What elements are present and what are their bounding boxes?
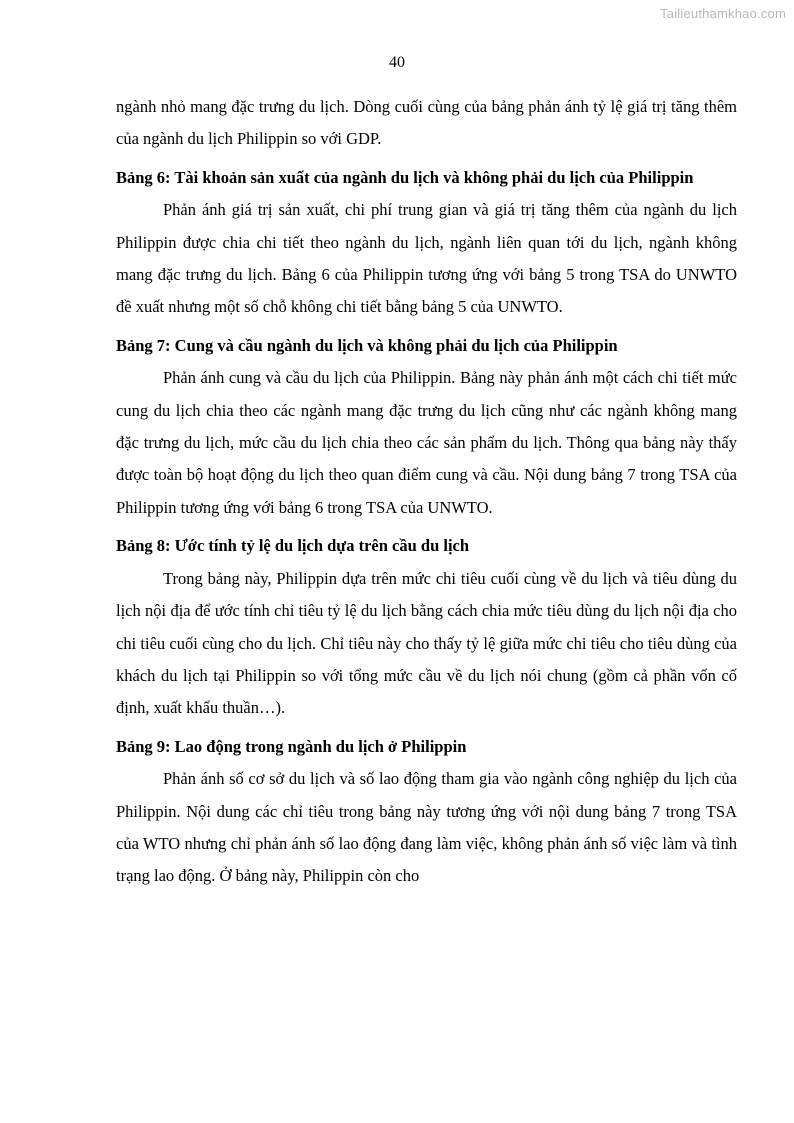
paragraph-table-7: Phản ánh cung và cầu du lịch của Philippin. Bảng này phản ánh một cách chi tiết mức cung du lịch chia theo các ngành mang đặc trưng du lịch cũng như các ngành không mang đặc trưng du lịch, mức cầu du lịch chia theo các sản phẩm du lịch. Thông qua bảng này thấy được toàn bộ hoạt động du lịch theo quan điểm cung và cầu. Nội dung bảng 7 trong TSA của Philippin tương ứng với bảng 6 trong TSA của UNWTO. bbox=[116, 368, 737, 517]
paragraph-table-9: Phản ánh số cơ sở du lịch và số lao động tham gia vào ngành công nghiệp du lịch của Philippin. Nội dung các chỉ tiêu trong bảng này tương ứng với nội dung bảng 7 trong TSA của WTO nhưng chỉ phản ánh số lao động đang làm việc, không phản ánh số việc làm và tình trạng lao động. Ở bảng này, Philippin còn cho bbox=[116, 769, 737, 886]
heading-table-7: Bảng 7: Cung và cầu ngành du lịch và không phải du lịch của Philippin bbox=[116, 335, 618, 355]
watermark: Tailieuthamkhao.com bbox=[660, 6, 786, 21]
page-number: 40 bbox=[389, 54, 405, 71]
paragraph-table-6: Phản ánh giá trị sản xuất, chi phí trung gian và giá trị tăng thêm của ngành du lịch Philippin được chia chi tiết theo ngành du lịch, ngành liên quan tới du lịch, ngành không mang đặc trưng du lịch. Bảng 6 của Philippin tương ứng với bảng 5 trong TSA do UNWTO đề xuất nhưng một số chỗ không chi tiết bằng bảng 5 của UNWTO. bbox=[116, 200, 737, 317]
paragraph-continuation: ngành nhỏ mang đặc trưng du lịch. Dòng cuối cùng của bảng phản ánh tỷ lệ giá trị tăng thêm của ngành du lịch Philippin so với GDP. bbox=[116, 97, 737, 149]
heading-table-8: Bảng 8: Ước tính tỷ lệ du lịch dựa trên cầu du lịch bbox=[116, 536, 470, 556]
heading-table-9: Bảng 9: Lao động trong ngành du lịch ở Philippin bbox=[116, 736, 467, 756]
document-body bbox=[116, 91, 737, 893]
heading-table-6: Bảng 6: Tài khoản sản xuất của ngành du lịch và không phải du lịch của Philippin bbox=[116, 167, 694, 187]
paragraph-table-8: Trong bảng này, Philippin dựa trên mức chi tiêu cuối cùng về du lịch và tiêu dùng du lịch nội địa để ước tính chỉ tiêu tỷ lệ du lịch bằng cách chia mức tiêu dùng du lịch nội địa cho chi tiêu cuối cùng cho du lịch. Chỉ tiêu này cho thấy tỷ lệ giữa mức chi tiêu cho tiêu dùng của khách du lịch tại Philippin so với tổng mức cầu về du lịch nói chung (gồm cả phần vốn cố định, xuất khẩu thuần…). bbox=[116, 568, 737, 718]
